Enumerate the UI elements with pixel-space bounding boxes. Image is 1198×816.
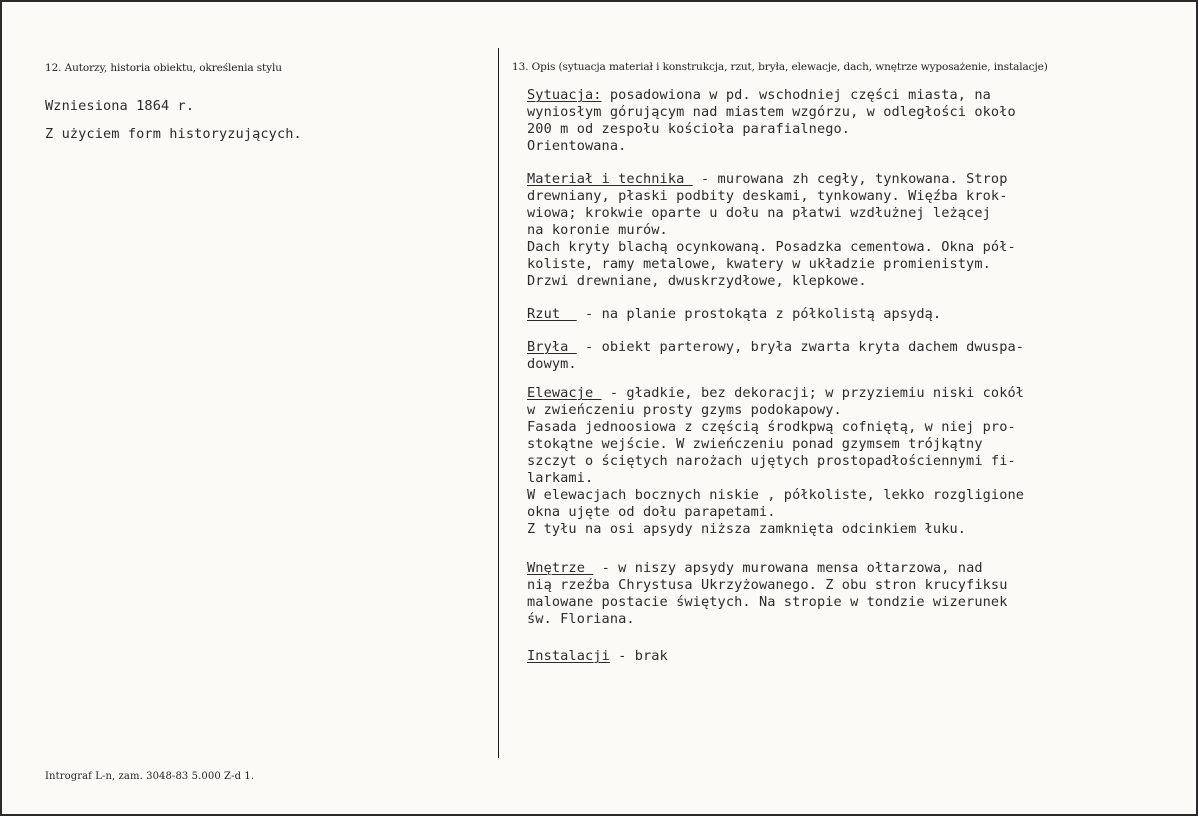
section-heading: Materiał i technika xyxy=(527,171,693,187)
section-rzut xyxy=(527,306,1177,323)
section-heading: Rzut xyxy=(527,306,577,322)
history-line: Z użyciem form historyzujących. xyxy=(45,126,302,142)
right-section-header: 13. Opis (sytuacja materiał i konstrukcja, rzut, bryła, elewacje, dach, wnętrze wyposażenie, instalacje) xyxy=(512,61,1048,73)
section-line: Fasada jednoosiowa z częścią środkpwą cofniętą, w niej pro- xyxy=(527,419,1016,435)
section-line: Dach kryty blachą ocynkowaną. Posadzka cementowa. Okna pół- xyxy=(527,239,1016,255)
section-line: 200 m od zespołu kościoła parafialnego. xyxy=(527,121,851,137)
section-text: - na planie prostokąta z półkolistą apsydą. xyxy=(576,306,942,322)
section-sytuacja xyxy=(527,87,1177,155)
section-bryla xyxy=(527,339,1177,373)
section-line: okna ujęte od dołu parapetami. xyxy=(527,504,776,520)
printer-imprint: Intrograf L-n, zam. 3048-83 5.000 Z-d 1. xyxy=(45,771,255,782)
section-instalacje xyxy=(527,648,1177,665)
history-text xyxy=(45,98,302,154)
section-line: stokątne wejście. W zwieńczeniu ponad gzymsem trójkątny xyxy=(527,436,983,452)
section-text: - w niszy apsydy murowana mensa ołtarzowa, nad xyxy=(593,560,983,576)
section-heading: Wnętrze xyxy=(527,560,594,576)
section-line: wiowa; krokwie oparte u dołu na płatwi wzdłużnej leżącej xyxy=(527,205,991,221)
section-line: św. Floriana. xyxy=(527,611,635,627)
section-wnetrze xyxy=(527,560,1177,628)
section-text: posadowiona w pd. wschodniej części miasta, na xyxy=(601,87,991,103)
section-line: malowane postacie świętych. Na stropie w tondzie wizerunek xyxy=(527,594,1008,610)
section-text: - obiekt parterowy, bryła zwarta kryta dachem dwuspa- xyxy=(576,339,1025,355)
history-line: Wzniesiona 1864 r. xyxy=(45,98,195,114)
column-divider xyxy=(498,48,499,758)
section-line: Drzwi drewniane, dwuskrzydłowe, klepkowe. xyxy=(527,273,867,289)
section-text: - murowana zh cegły, tynkowana. Strop xyxy=(692,171,1008,187)
description-text xyxy=(527,87,1177,681)
section-elewacje xyxy=(527,385,1177,538)
section-line: na koronie murów. xyxy=(527,222,668,238)
left-section-header: 12. Autorzy, historia obiektu, określenia stylu xyxy=(45,62,282,74)
section-heading: Bryła xyxy=(527,339,577,355)
section-line: w zwieńczeniu prosty gzyms podokapowy. xyxy=(527,402,842,418)
section-text: - brak xyxy=(609,648,668,664)
section-line: larkami. xyxy=(527,470,594,486)
section-heading: Instalacji xyxy=(527,648,610,664)
section-line: wyniosłym górującym nad miastem wzgórzu, w odległości około xyxy=(527,104,1016,120)
section-line: dowym. xyxy=(527,356,577,372)
section-line: koliste, ramy metalowe, kwatery w układzie promienistym. xyxy=(527,256,991,272)
section-material xyxy=(527,171,1177,290)
section-line: drewniany, płaski podbity deskami, tynkowany. Więźba krok- xyxy=(527,188,1008,204)
section-line: szczyt o ściętych narożach ujętych prostopadłościennymi fi- xyxy=(527,453,1016,469)
section-heading: Elewacje xyxy=(527,385,602,401)
section-text: - gładkie, bez dekoracji; w przyziemiu niski cokół xyxy=(601,385,1025,401)
section-line: nią rzeźba Chrystusa Ukrzyżowanego. Z obu stron krucyfiksu xyxy=(527,577,1008,593)
section-heading: Sytuacja: xyxy=(527,87,602,103)
section-line: Z tyłu na osi apsydy niższa zamknięta odcinkiem łuku. xyxy=(527,521,967,537)
section-line: Orientowana. xyxy=(527,138,627,154)
section-line: W elewacjach bocznych niskie , półkoliste, lekko rozgligione xyxy=(527,487,1025,503)
